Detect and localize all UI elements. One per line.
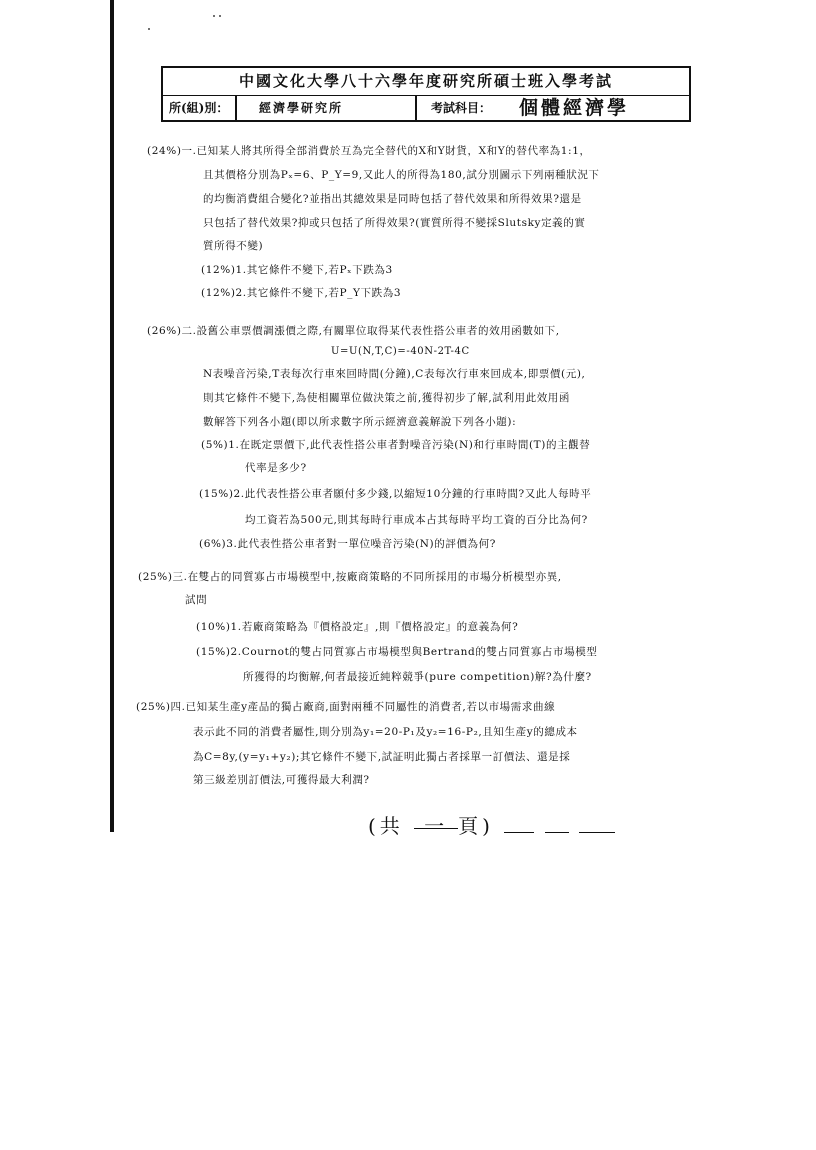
question-1-subquestion: (12%)1.其它條件不變下,若Pₓ下跌為3	[201, 264, 393, 276]
scan-speck	[219, 15, 221, 17]
exam-title: 中國文化大學八十六學年度研究所碩士班入學考試	[163, 68, 689, 96]
question-4-line: 表示此不同的消費者屬性,則分別為y₁=20-P₁及y₂=16-P₂,且知生產y的總成本	[193, 726, 578, 738]
page-count-open: (共	[368, 814, 404, 838]
question-2-subquestion: (15%)2.此代表性搭公車者願付多少錢,以縮短10分鐘的行車時間?又此人每時平	[199, 488, 592, 500]
scan-speck	[148, 28, 150, 30]
page-count-number	[414, 810, 458, 838]
subject-label: 考試科目：	[431, 101, 492, 115]
subject-value: 個體經濟學	[519, 97, 630, 119]
question-2-line: (26%)二.設舊公車票價調漲價之際,有關單位取得某代表性搭公車者的效用函數如下,	[147, 325, 560, 337]
question-4-line: (25%)四.已知某生產y產品的獨占廠商,面對兩種不同屬性的消費者,若以市場需求曲線	[136, 701, 556, 713]
question-2-line: N表噪音污染,T表每次行車來回時間(分鐘),C表每次行車來回成本,即票價(元),	[203, 368, 586, 380]
table-divider	[415, 95, 417, 120]
footer-underline	[579, 814, 615, 833]
question-1-line: 的均衡消費組合變化?並指出其總效果是同時包括了替代效果和所得效果?還是	[203, 193, 582, 205]
question-2-subquestion: (6%)3.此代表性搭公車者對一單位噪音污染(N)的評價為何?	[199, 538, 496, 550]
question-4-line: 為C=8y,(y=y₁+y₂);其它條件不變下,試証明此獨占者採單一訂價法、還是採	[193, 751, 571, 763]
page-count-value: 一	[424, 814, 449, 838]
question-3-line: (25%)三.在雙占的同質寡占市場模型中,按廠商策略的不同所採用的市場分析模型亦異,	[138, 571, 562, 583]
question-1-subquestion: (12%)2.其它條件不變下,若P_Y下跌為3	[201, 287, 402, 299]
question-2-line: 數解答下列各小題(即以所求數字所示經濟意義解說下列各小題):	[203, 416, 517, 428]
question-1-line: 只包括了替代效果?抑或只包括了所得效果?(實質所得不變採Slutsky定義的實	[203, 217, 586, 229]
table-divider	[235, 95, 237, 120]
question-3-subquestion: (10%)1.若廠商策略為『價格設定』,則『價格設定』的意義為何?	[196, 621, 519, 633]
scan-speck	[213, 15, 215, 17]
question-4-line: 第三級差別訂價法,可獲得最大利潤?	[193, 774, 370, 786]
footer-underline	[504, 814, 534, 833]
exam-header-table	[161, 66, 691, 122]
question-1-line: 質所得不變)	[203, 240, 264, 252]
question-3-subquestion-cont: 所獲得的均衡解,何者最接近純粹競爭(pure competition)解?為什麼?	[243, 671, 592, 683]
header-info-row	[163, 95, 689, 120]
department-value: 經濟學研究所	[259, 101, 344, 115]
scan-margin-bar	[110, 0, 114, 832]
footer-underline	[545, 814, 569, 833]
page-count-unit: 頁)	[458, 814, 494, 838]
page-count-footer	[368, 810, 615, 839]
question-2-line: 則其它條件不變下,為使相關單位做決策之前,獲得初步了解,試利用此效用函	[203, 392, 571, 404]
department-label: 所(組)別：	[169, 101, 229, 115]
utility-function-equation: U=U(N,T,C)=-40N-2T-4C	[331, 346, 470, 357]
question-2-subquestion-cont: 代率是多少?	[245, 462, 307, 474]
question-2-subquestion: (5%)1.在既定票價下,此代表性搭公車者對噪音污染(N)和行車時間(T)的主觀替	[201, 439, 591, 451]
question-2-subquestion-cont: 均工資若為500元,則其每時行車成本占其每時平均工資的百分比為何?	[245, 514, 588, 526]
question-3-subquestion: (15%)2.Cournot的雙占同質寡占市場模型與Bertrand的雙占同質寡占市場模型	[196, 646, 598, 658]
question-3-line: 試問	[185, 594, 208, 606]
question-1-line: 且其價格分別為Pₓ=6、P_Y=9,又此人的所得為180,試分別圖示下列兩種狀況下	[203, 169, 600, 181]
question-1-line: (24%)一.已知某人將其所得全部消費於互為完全替代的X和Y財貨，X和Y的替代率為1:1，	[147, 145, 591, 157]
